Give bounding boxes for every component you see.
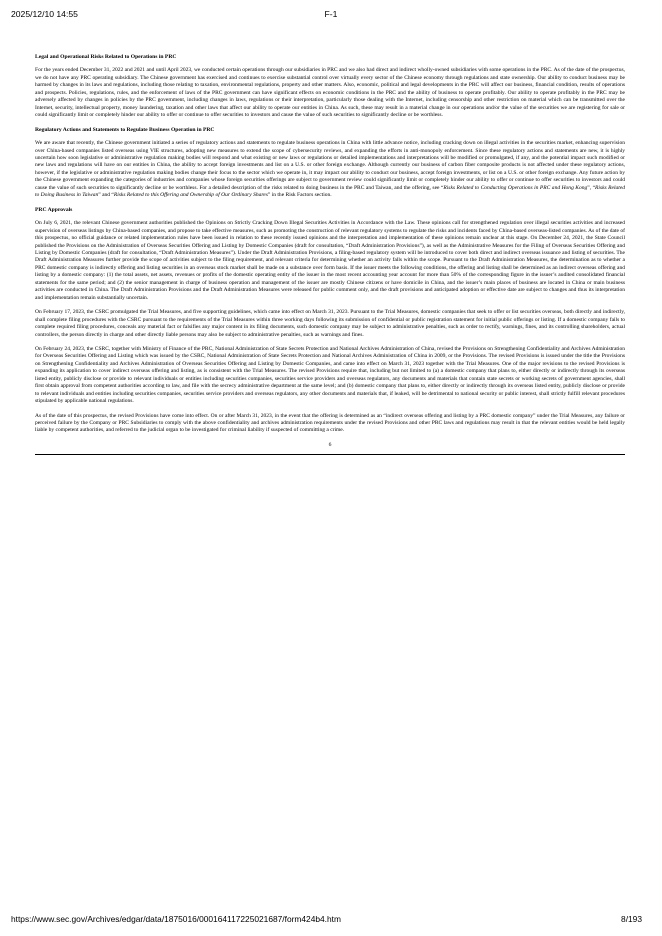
risk-factor-reference: Risks Related to this Offering and Ownership of Our Ordinary Shares	[113, 192, 268, 199]
document-title: F-1	[324, 9, 338, 19]
paragraph-text: We are aware that recently, the Chinese government initiated a series of regulatory actions and statements to regulate business operations in China with little advance notice, including cracking down on illegal activities in the securities market, enhancing supervision over China-based companies listed overseas using VIE structures, adopting new measures to extend the scope of cybersecurity reviews, and expanding the efforts in anti-monopoly enforcement. Since these regulatory actions and statements are new, it is highly uncertain how soon legislative or administrative regulation making bodies will respond and what existing or new laws or regulations or detailed implementations and interpretations will be modified or promulgated, if any, and the potential impact such modified or new laws and regulations will have on our entities in China, the ability to accept foreign investments and list on a U.S. or other foreign exchange. Although currently our business of carbon fiber composite products is not affected under these regulatory actions, however, if the legislative or administrative regulation making bodies change their focus to the sector which we operate in, it may impact our ability to conduct our business, accept foreign investments, or list on a U.S. or other foreign exchange. Any future action by the Chinese government expanding the categories of industries and companies whose foreign securities offerings are subject to government review could significantly limit or completely hinder our ability to offer or continue to offer securities to investors and could cause the value of such securities to significantly decline or be worthless. For a detailed description of the risks related to doing business in the PRC and Taiwan, and the offering, see “	[35, 140, 625, 191]
paragraph-text: ” in the Risk Factors section.	[267, 192, 332, 199]
risk-factor-reference: Risks Related to Doing Business in Taiwan	[35, 184, 625, 199]
separator: ” and “	[98, 192, 114, 199]
section-heading-legal-risks: Legal and Operational Risks Related to Operations in PRC	[35, 54, 177, 60]
source-url: https://www.sec.gov/Archives/edgar/data/1875016/000164117225021687/form424b4.htm	[11, 914, 341, 924]
section-heading-prc-approvals: PRC Approvals	[35, 206, 73, 213]
print-page-count: 8/193	[621, 914, 642, 924]
paragraph: On February 17, 2023, the CSRC promulgated the Trial Measures, and five supporting guidelines, which came into effect on March 31, 2023. Pursuant to the Trial Measures, domestic companies that seek to offer or list securities overseas, both directly and indirectly, shall complete filing procedures with the CSRC pursuant to the requirements of the Trial Measures within three working days following its submission of confidential or public registration statement for initial public offerings or listing. If a domestic company fails to complete required filing procedures, conceals any material fact or falsifies any major content in its filing documents, such domestic company may be subject to administrative penalties, such as order to rectify, warnings, fines, and its controlling shareholders, actual controllers, the person directly in charge and other directly liable persons may also be subject to administrative penalties, such as warnings and fines.	[35, 309, 625, 338]
paragraph	[35, 140, 625, 200]
document-page	[35, 54, 625, 455]
paragraph: On February 24, 2023, the CSRC, together with Ministry of Finance of the PRC, National Administration of State Secrets Protection and National Archives Administration of China, revised the Provisions on Strengthening Confidentiality and Archives Administration for Overseas Securities Offering and Listing which was issued by the CSRC, National Administration of State Secrets Protection and National Archives Administration of China in 2009, or the Provisions. The revised Provisions is issued under the title the Provisions on Strengthening Confidentiality and Archives Administration of Overseas Securities Offering and Listing by Domestic Companies, and came into effect on March 31, 2023 together with the Trial Measures. One of the major revisions to the revised Provisions is expanding its application to cover indirect overseas offering and listing, as is consistent with the Trial Measures. The revised Provisions require that, including but not limited to (a) a domestic company that plans to, either directly or indirectly through its overseas listed entity, publicly disclose or provide to relevant individuals or entities including securities companies, securities service providers and overseas regulators, any documents and materials that contain state secrets or working secrets of government agencies, shall first obtain approval from competent authorities according to law, and file with the secrecy administrative department at the same level; and (b) domestic company that plans to, either directly or indirectly through its overseas listed entity, publicly disclose or provide to relevant individuals and entities including securities companies, securities service providers and overseas regulators, any other documents and materials that, if leaked, will be detrimental to national security or public interest, shall strictly fulfill relevant procedures stipulated by applicable national regulations.	[35, 345, 625, 405]
paragraph: As of the date of this prospectus, the revised Provisions have come into effect. On or after March 31, 2023, in the event that the offering is determined as an “indirect overseas offering and listing by a PRC domestic company” under the Trial Measures, any failure or perceived failure by the Company or PRC Subsidiaries to comply with the above confidentiality and archives administration requirements under the revised Provisions and other PRC laws and regulations may result in that the relevant entities would be held legally liable by competent authorities, and referred to the judicial organ to be investigated for criminal liability if suspected of committing a crime.	[35, 412, 625, 434]
risk-factor-reference: Risks Related to Conducting Operations in PRC and Hong Kong	[443, 184, 588, 191]
paragraph: On July 6, 2021, the relevant Chinese government authorities published the Opinions on Strictly Cracking Down Illegal Securities Activities in Accordance with the Law. These opinions call for strengthened regulation over illegal securities activities and increased supervision of overseas listings by China-based companies, and propose to take effective measures, such as promoting the construction of relevant regulatory systems to regulate the risks and incidents faced by China-based overseas-listed companies. As of the date of this prospectus, no official guidance or related implementation rules have been issued in relation to these recently issued opinions and the interpretation and implementation of these opinions remain unclear at this stage. On December 24, 2021, the State Council published the Provisions on the Administration of Overseas Securities Offering and Listing by Domestic Companies (draft for consultation, “Draft Administration Provisions”), as well as the Administrative Measures for the Filing of Overseas Securities Offering and Listing by Domestic Companies (draft for consultation, “Draft Administration Measures”). Under the Draft Administration Provisions, a filing-based regulatory system will be introduced to cover both direct and indirect overseas issuance and listing of securities. The Draft Administration Measures further provide the scope of activities subject to the filing requirement, and relevant criteria for determining whether an activity falls within the scope. Pursuant to the Draft Administration Measures, the determination as to whether a PRC domestic company is indirectly offering and listing securities in an overseas stock market shall be made on a substance over form basis. If the issuer meets the following conditions, the offering and listing shall be determined as an indirect overseas offering and listing by a domestic company: (1) the total assets, net assets, revenues or profits of the domestic operating entity of the issuer in the most recent accounting year account for more than 50% of the corresponding figure in the issuer’s audited consolidated financial statements for the same period; and (2) the senior management in charge of business operation and management of the issuer are mostly Chinese citizens or have domicile in China, and the issuer’s main places of business are located in China or main business activities are conducted in China. The Draft Administration Provisions and the Draft Administration Measures were released for public comment only, and the draft provisions and anticipated adoption or effective date are subject to changes and thus its interpretation and implementation remain substantially uncertain.	[35, 220, 625, 301]
page-number: 6	[328, 441, 332, 448]
separator: ”, “	[587, 184, 596, 191]
paragraph: For the years ended December 31, 2022 and 2021 and until April 2023, we conducted certain operations through our subsidiaries in PRC and we also had direct and indirect wholly-owned subsidiaries with some operations in the PRC. As of the date of the prospectus, we do not have any PRC operating subsidiary. The Chinese government has exercised and continues to exercise substantial control over virtually every sector of the Chinese economy through regulations and state ownership. Our ability to conduct business may be harmed by changes in its laws and regulations, including those relating to taxation, environmental regulations, property and other matters. Also, economic, political and legal developments in the PRC will affect our business, financial condition, results of operations and prospects. Policies, regulations, rules, and the enforcement of laws of the PRC government can have significant effects on economic conditions in the PRC and the ability of business to operate profitably. Our ability to operate profitably in the PRC may be adversely affected by changes in policies by the PRC government, including changes in laws, regulations or their interpretation, particularly those dealing with the Internet, including censorship and other restriction on material which can be transmitted over the Internet, security, intellectual property, money laundering, taxation and other laws that affect our ability to operate our entities in China. As such, these may result in a material change in our operations and/or the value of the securities we are registering for sale or could significantly limit or completely hinder our ability to offer or continue to offer securities to investors and cause the value of such securities to significantly decline or be worthless.	[35, 67, 625, 119]
print-datetime: 2025/12/10 14:55	[11, 9, 78, 19]
section-heading-regulatory-actions: Regulatory Actions and Statements to Regulate Business Operation in PRC	[35, 126, 215, 133]
page-divider	[35, 454, 625, 455]
